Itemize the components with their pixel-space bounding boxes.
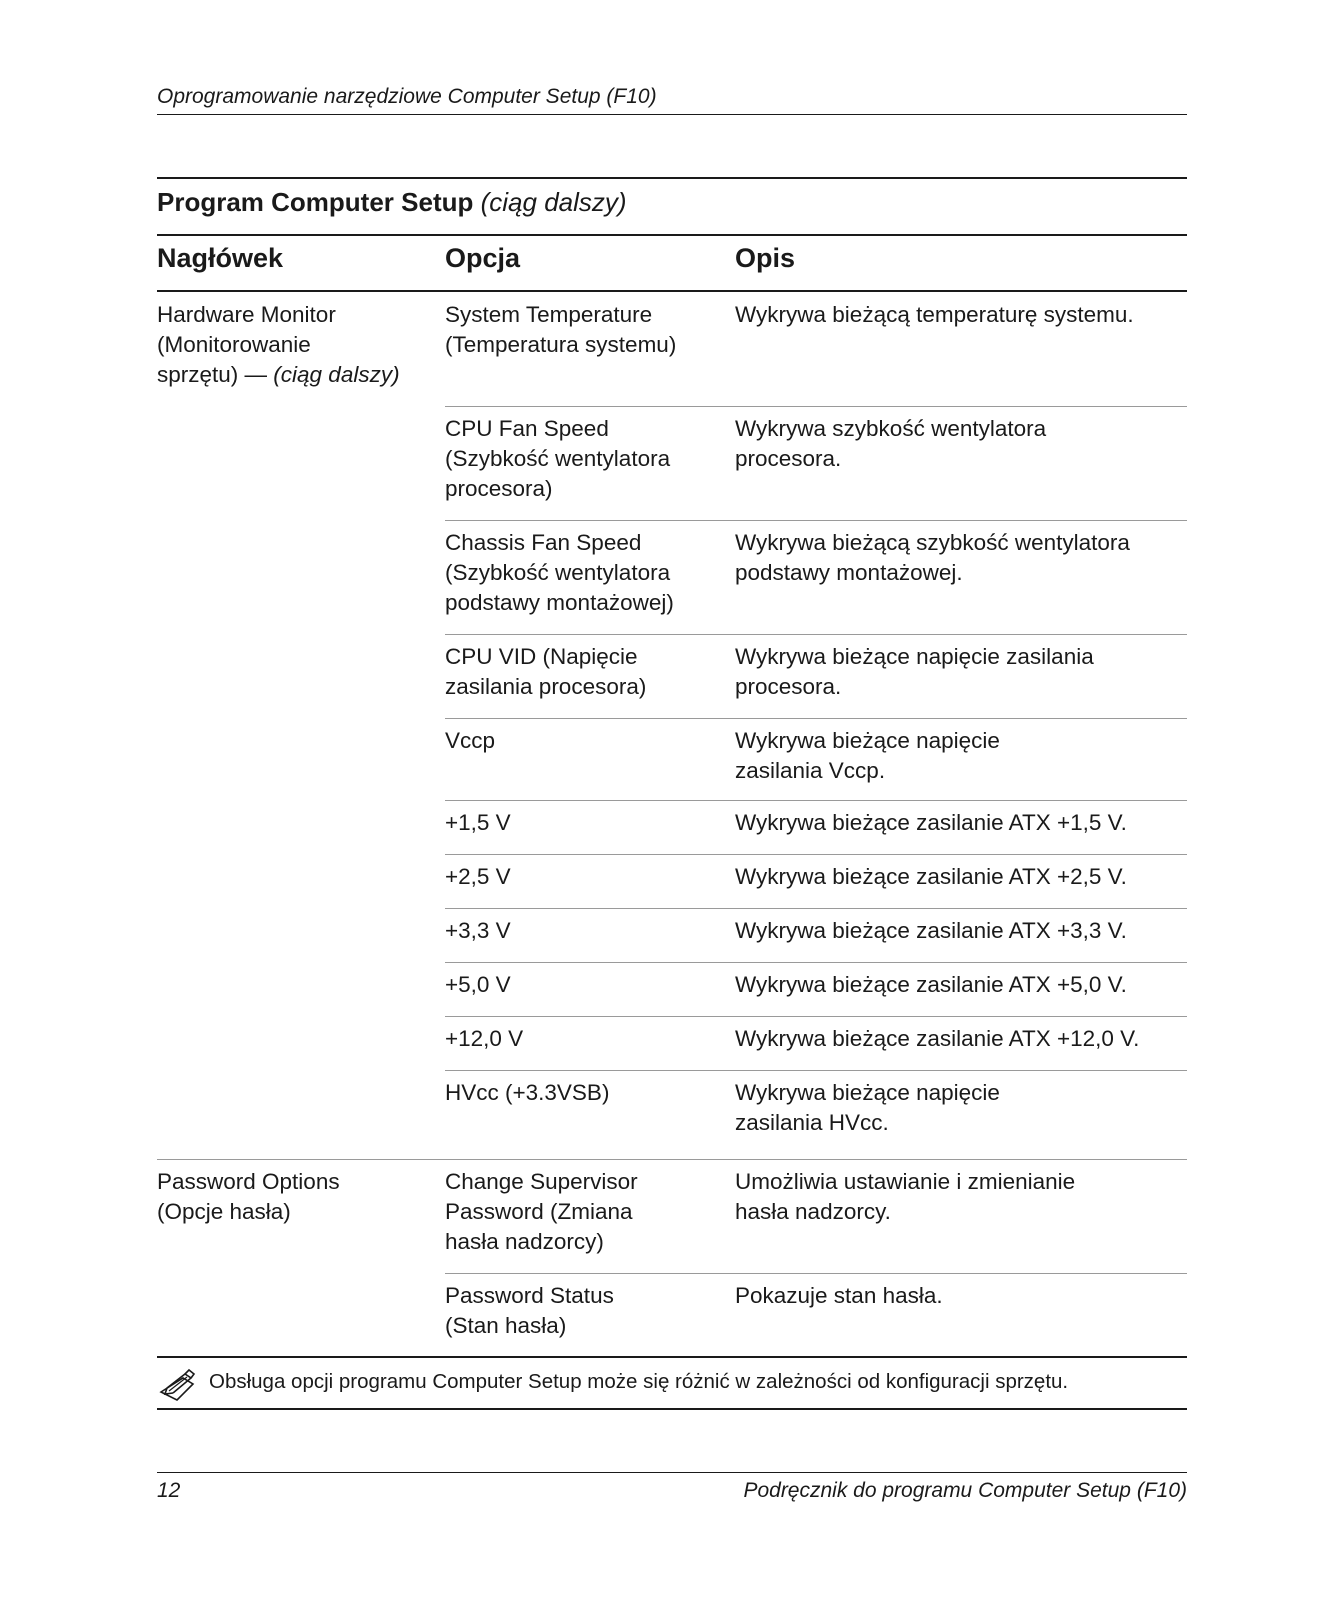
row-separator — [445, 854, 1187, 855]
running-head: Oprogramowanie narzędziowe Computer Setup (F10) — [157, 85, 657, 108]
description-line: Wykrywa bieżące zasilanie ATX +3,3 V. — [735, 918, 1127, 943]
section-heading-line: Hardware Monitor — [157, 302, 336, 327]
row-separator — [445, 1273, 1187, 1274]
section-heading-line: (Opcje hasła) — [157, 1199, 291, 1224]
option-line: zasilania procesora) — [445, 674, 647, 699]
description-cell — [735, 808, 1127, 838]
option-line: (Temperatura systemu) — [445, 332, 677, 357]
option-line: CPU VID (Napięcie — [445, 644, 638, 669]
option-line: Password (Zmiana — [445, 1199, 633, 1224]
option-line: (Szybkość wentylatora — [445, 446, 671, 471]
description-line: zasilania Vccp. — [735, 758, 886, 783]
option-cell — [445, 808, 511, 838]
table-title-main: Program Computer Setup — [157, 187, 474, 217]
option-line: procesora) — [445, 476, 553, 501]
row-separator — [445, 406, 1187, 407]
description-line: Wykrywa bieżącą temperaturę systemu. — [735, 302, 1134, 327]
description-line: zasilania HVcc. — [735, 1110, 889, 1135]
section-heading-hardware-monitor — [157, 300, 400, 390]
section-heading-continued: (ciąg dalszy) — [273, 362, 400, 387]
option-cell — [445, 300, 676, 360]
option-cell — [445, 642, 646, 702]
option-line: HVcc (+3.3VSB) — [445, 1080, 610, 1105]
option-cell — [445, 970, 511, 1000]
row-separator — [445, 718, 1187, 719]
table-top-rule — [157, 177, 1187, 179]
section-heading-line: (Monitorowanie — [157, 332, 311, 357]
option-line: podstawy montażowej) — [445, 590, 674, 615]
option-line: +5,0 V — [445, 972, 511, 997]
row-separator — [445, 1070, 1187, 1071]
section-heading-password-options — [157, 1167, 340, 1227]
option-cell — [445, 1167, 638, 1257]
option-cell — [445, 862, 511, 892]
description-cell — [735, 970, 1127, 1000]
column-header-option: Opcja — [445, 243, 521, 273]
row-separator — [445, 1016, 1187, 1017]
row-separator — [445, 962, 1187, 963]
option-cell — [445, 916, 511, 946]
option-line: hasła nadzorcy) — [445, 1229, 604, 1254]
description-line: hasła nadzorcy. — [735, 1199, 891, 1224]
option-line: Password Status — [445, 1283, 614, 1308]
row-separator — [445, 908, 1187, 909]
description-cell — [735, 414, 1046, 474]
option-cell — [445, 1281, 614, 1341]
description-line: Pokazuje stan hasła. — [735, 1283, 943, 1308]
option-line: CPU Fan Speed — [445, 416, 609, 441]
description-line: Wykrywa bieżące napięcie zasilania — [735, 644, 1094, 669]
page-number: 12 — [157, 1479, 181, 1502]
option-cell — [445, 1078, 609, 1108]
description-cell — [735, 916, 1127, 946]
option-cell — [445, 414, 670, 504]
description-line: Umożliwia ustawianie i zmienianie — [735, 1169, 1076, 1194]
description-cell — [735, 1281, 943, 1311]
column-header-heading: Nagłówek — [157, 243, 284, 273]
column-header-top-rule — [157, 234, 1187, 236]
row-separator — [157, 1159, 1187, 1160]
section-heading-text: sprzętu) — — [157, 362, 274, 387]
option-line: +12,0 V — [445, 1026, 524, 1051]
pencil-note-icon — [157, 1366, 197, 1402]
description-line: Wykrywa bieżące napięcie — [735, 728, 1000, 753]
option-line: (Stan hasła) — [445, 1313, 567, 1338]
section-heading-line: Password Options — [157, 1169, 340, 1194]
column-header-bottom-rule — [157, 290, 1187, 292]
table-title — [157, 186, 1187, 218]
option-cell — [445, 726, 495, 756]
section-heading-line — [157, 360, 400, 390]
table-bottom-rule — [157, 1356, 1187, 1358]
option-line: (Szybkość wentylatora — [445, 560, 671, 585]
description-cell — [735, 862, 1127, 892]
description-cell — [735, 1167, 1075, 1227]
description-line: procesora. — [735, 446, 842, 471]
description-cell — [735, 1078, 1000, 1138]
description-line: Wykrywa bieżące zasilanie ATX +12,0 V. — [735, 1026, 1140, 1051]
description-line: Wykrywa bieżące zasilanie ATX +1,5 V. — [735, 810, 1127, 835]
note-bottom-rule — [157, 1408, 1187, 1410]
option-line: Change Supervisor — [445, 1169, 638, 1194]
description-line: podstawy montażowej. — [735, 560, 963, 585]
footer-rule — [157, 1472, 1187, 1473]
description-line: Wykrywa bieżące zasilanie ATX +5,0 V. — [735, 972, 1127, 997]
footer-book-title: Podręcznik do programu Computer Setup (F10) — [743, 1479, 1187, 1502]
description-line: Wykrywa bieżące napięcie — [735, 1080, 1000, 1105]
row-separator — [445, 520, 1187, 521]
note-text: Obsługa opcji programu Computer Setup może się różnić w zależności od konfiguracji sprzętu. — [209, 1370, 1069, 1393]
description-line: Wykrywa szybkość wentylatora — [735, 416, 1047, 441]
header-rule — [157, 114, 1187, 115]
description-cell — [735, 528, 1130, 588]
option-line: Vccp — [445, 728, 496, 753]
description-cell — [735, 726, 1000, 786]
option-line: +1,5 V — [445, 810, 511, 835]
table-title-continued: (ciąg dalszy) — [480, 187, 627, 217]
description-line: procesora. — [735, 674, 842, 699]
option-line: +2,5 V — [445, 864, 511, 889]
description-cell — [735, 642, 1094, 702]
description-line: Wykrywa bieżące zasilanie ATX +2,5 V. — [735, 864, 1127, 889]
row-separator — [445, 800, 1187, 801]
option-line: Chassis Fan Speed — [445, 530, 642, 555]
column-header-description: Opis — [735, 243, 796, 273]
option-cell — [445, 528, 674, 618]
option-line: System Temperature — [445, 302, 653, 327]
description-cell — [735, 300, 1134, 330]
description-line: Wykrywa bieżącą szybkość wentylatora — [735, 530, 1130, 555]
description-cell — [735, 1024, 1139, 1054]
row-separator — [445, 634, 1187, 635]
option-line: +3,3 V — [445, 918, 511, 943]
option-cell — [445, 1024, 523, 1054]
